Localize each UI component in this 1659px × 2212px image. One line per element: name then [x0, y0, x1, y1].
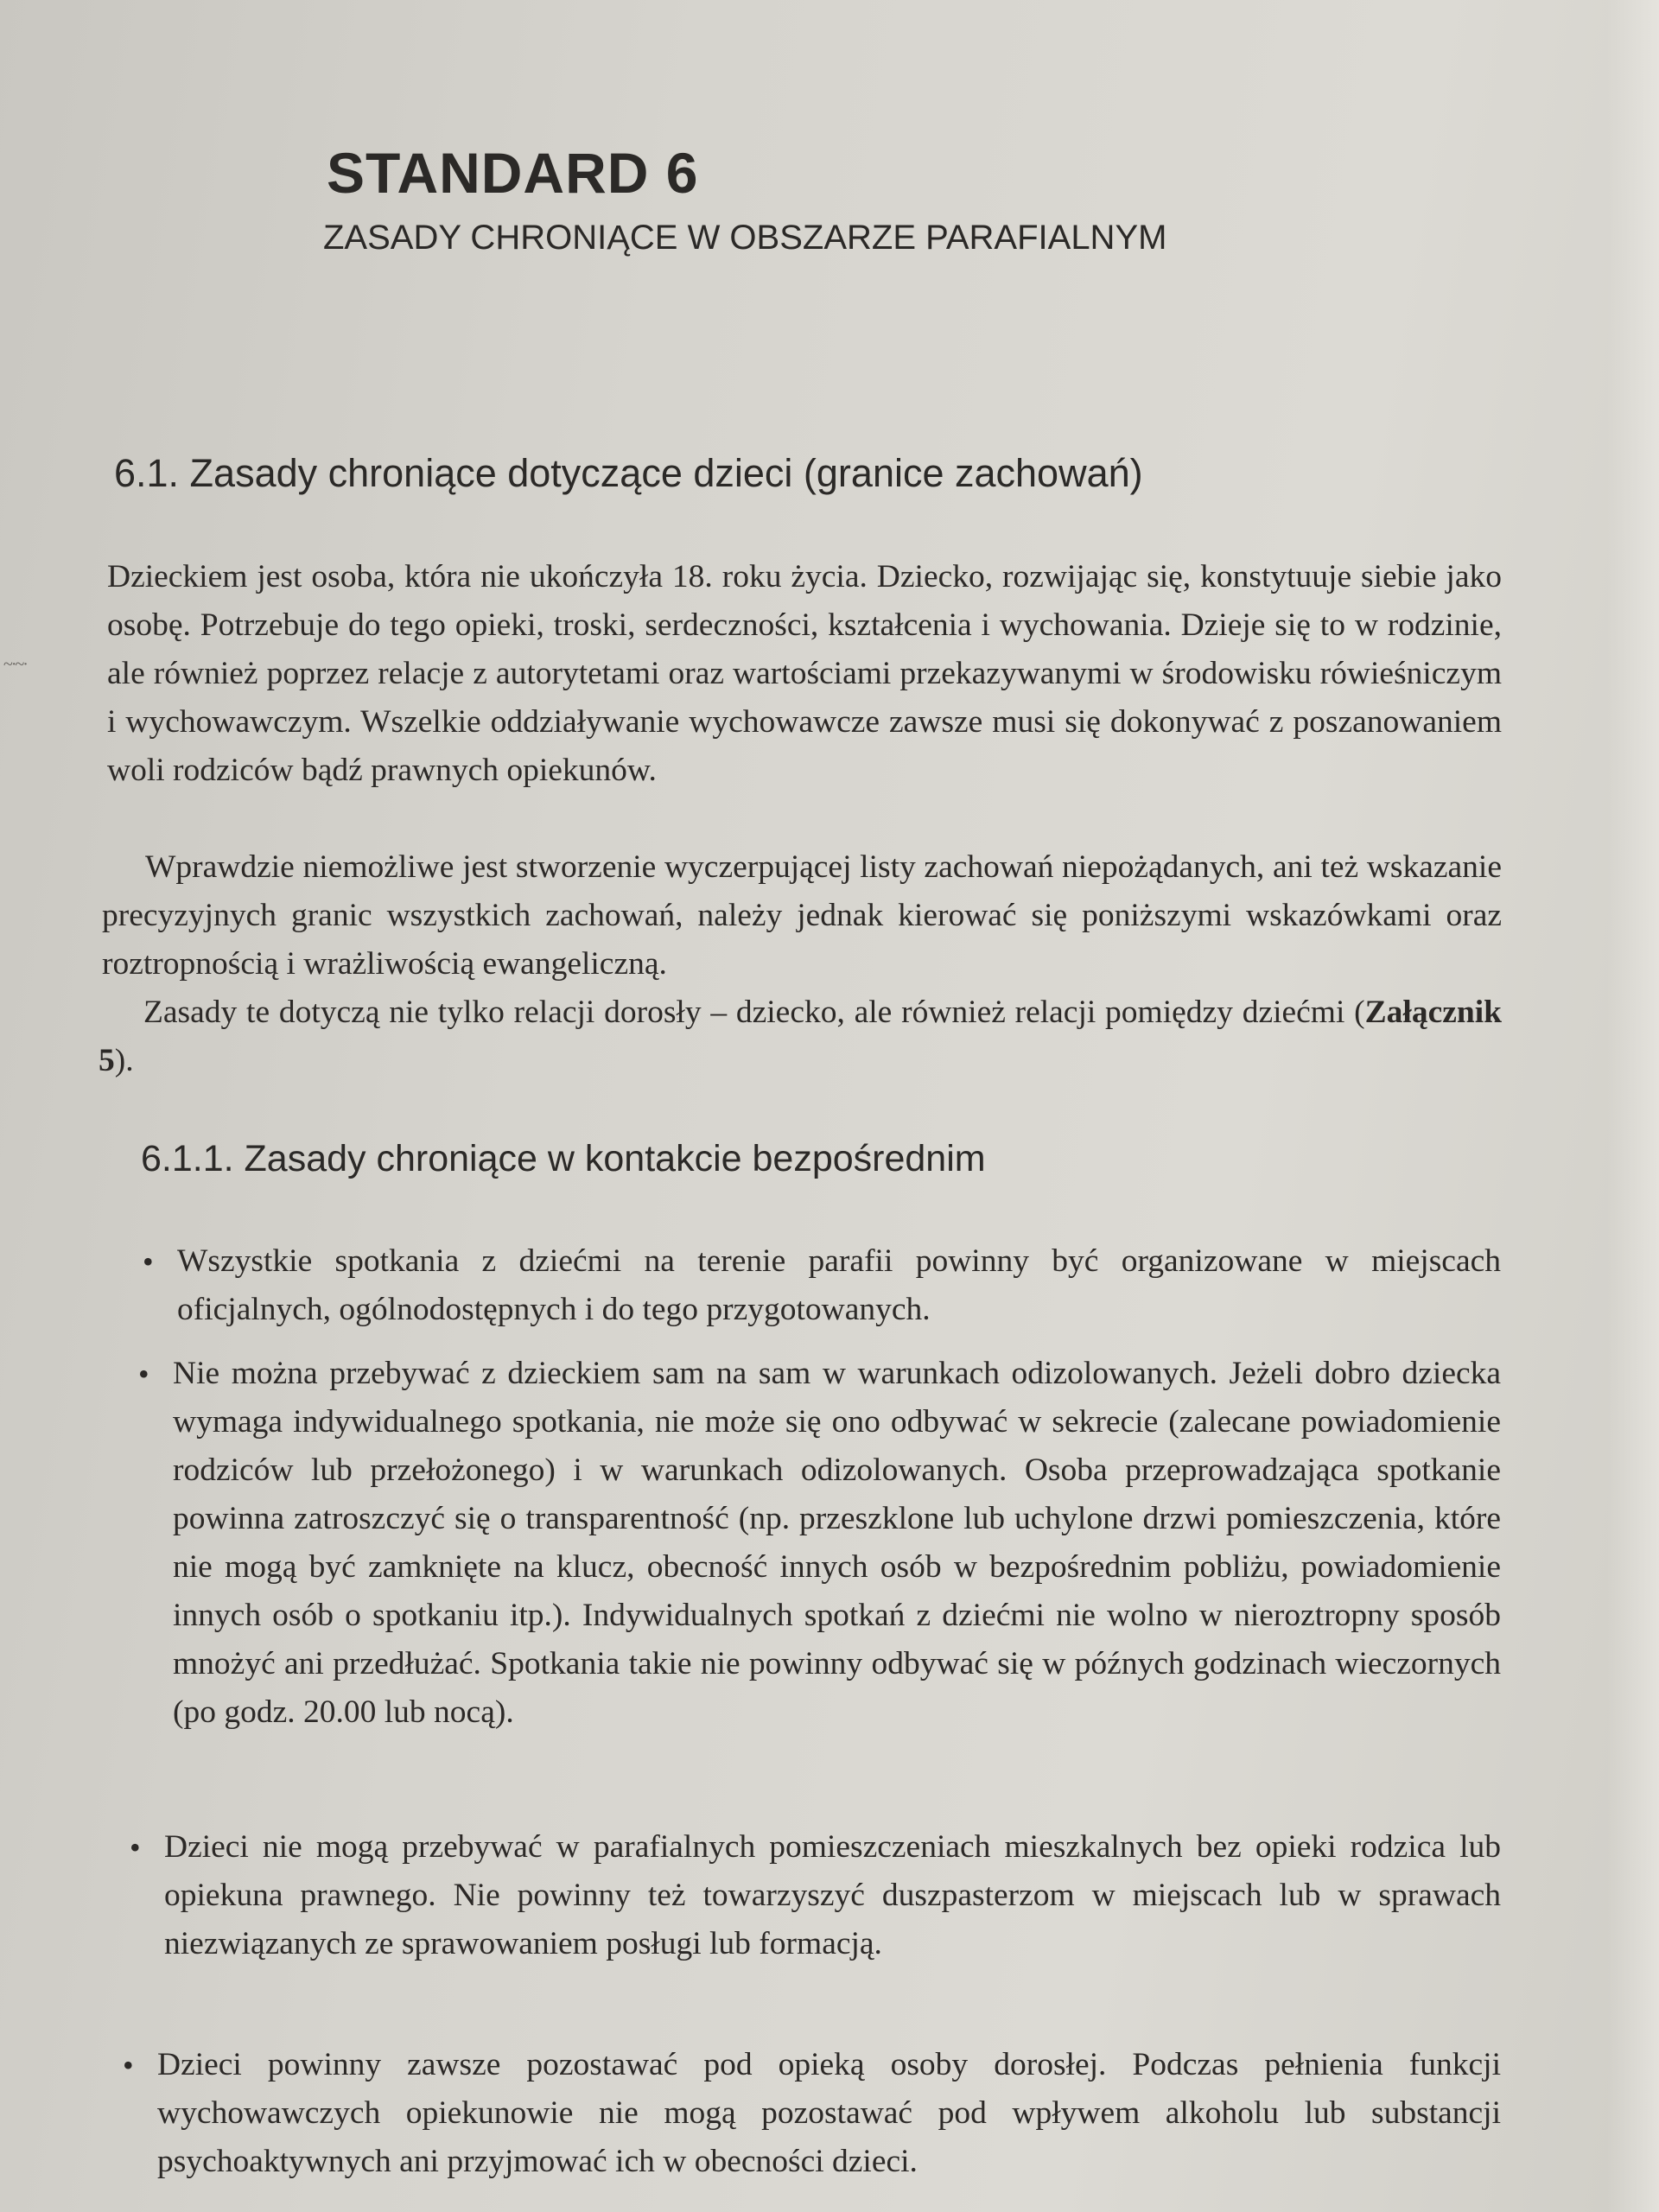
standard-title: STANDARD 6 [327, 141, 699, 205]
paragraph-relations-text: Zasady te dotyczą nie tylko relacji dorosły – dziecko, ale również relacji pomiędzy dziećmi ( [143, 995, 1365, 1030]
paragraph-relations-end: ). [114, 1043, 134, 1078]
paragraph-relations [99, 988, 1502, 1085]
bullet-icon: • [123, 2048, 134, 2082]
margin-pencil-mark: ~·~· [3, 655, 27, 674]
list-item [130, 1823, 1501, 1968]
standard-subtitle: ZASADY CHRONIĄCE W OBSZARZE PARAFIALNYM [323, 219, 1167, 257]
list-item [138, 1350, 1501, 1737]
list-item-text: Dzieci powinny zawsze pozostawać pod opieką osoby dorosłej. Podczas pełnienia funkcji wychowawczych opiekunowie nie mogą pozostawać pod wpływem alkoholu lub substancji psychoaktywnych ani przyjmować ich w obecności dzieci. [157, 2047, 1501, 2179]
list-item [143, 1237, 1501, 1334]
section-6-1-heading: 6.1. Zasady chroniące dotyczące dzieci (granice zachowań) [114, 451, 1143, 495]
list-item-text: Nie można przebywać z dzieckiem sam na sam w warunkach odizolowanych. Jeżeli dobro dziecka wymaga indywidualnego spotkania, nie może się ono odbywać w sekrecie (zalecane powiadomienie rodziców lub przełożonego) i w warunkach odizolowanych. Osoba przeprowadzająca spotkanie powinna zatroszczyć się o transparentność (np. przeszklone lub uchylone drzwi pomieszczenia, które nie mogą być zamknięte na klucz, obecność innych osób w bezpośrednim pobliżu, powiadomienie innych osób o spotkaniu itp.). Indywidualnych spotkań z dziećmi nie wolno w nieroztropny sposób mnożyć ani przedłużać. Spotkania takie nie powinny odbywać się w późnych godzinach wieczornych (po godz. 20.00 lub nocą). [173, 1356, 1501, 1730]
bullet-icon: • [138, 1357, 149, 1391]
section-6-1-1-heading: 6.1.1. Zasady chroniące w kontakcie bezpośrednim [141, 1138, 986, 1179]
attachment-5-reference: Załącznik 5 [99, 995, 1502, 1078]
list-item [123, 2041, 1501, 2186]
bullet-icon: • [143, 1244, 154, 1279]
list-item-text: Dzieci nie mogą przebywać w parafialnych pomieszczeniach mieszkalnych bez opieki rodzica lub opiekuna prawnego. Nie powinny też towarzyszyć duszpasterzom w miejscach lub w sprawach niezwiązanych ze sprawowaniem posługi lub formacją. [164, 1829, 1501, 1961]
bullet-icon: • [130, 1830, 141, 1865]
standard-title-block [323, 138, 1167, 259]
paragraph-child-definition: Dzieckiem jest osoba, która nie ukończyła 18. roku życia. Dziecko, rozwijając się, konstytuuje siebie jako osobę. Potrzebuje do tego opieki, troski, serdeczności, kształcenia i wychowania. Dzieje się to w rodzinie, ale również poprzez relacje z autorytetami oraz wartościami przekazywanymi w środowisku rówieśniczym i wychowawczym. Wszelkie oddziaływanie wychowawcze zawsze musi się dokonywać z poszanowaniem woli rodziców bądź prawnych opiekunów. [107, 559, 1502, 788]
list-item-text: Wszystkie spotkania z dziećmi na terenie parafii powinny być organizowane w miejscach oficjalnych, ogólnodostępnych i do tego przygotowanych. [177, 1243, 1501, 1327]
paragraph-behavior-list: Wprawdzie niemożliwe jest stworzenie wyczerpującej listy zachowań niepożądanych, ani też wskazanie precyzyjnych granic wszystkich zachowań, należy jednak kierować się poniższymi wskazówkami oraz roztropnością i wrażliwością ewangeliczną. [102, 849, 1502, 982]
page-edge-shading [1607, 0, 1659, 2212]
